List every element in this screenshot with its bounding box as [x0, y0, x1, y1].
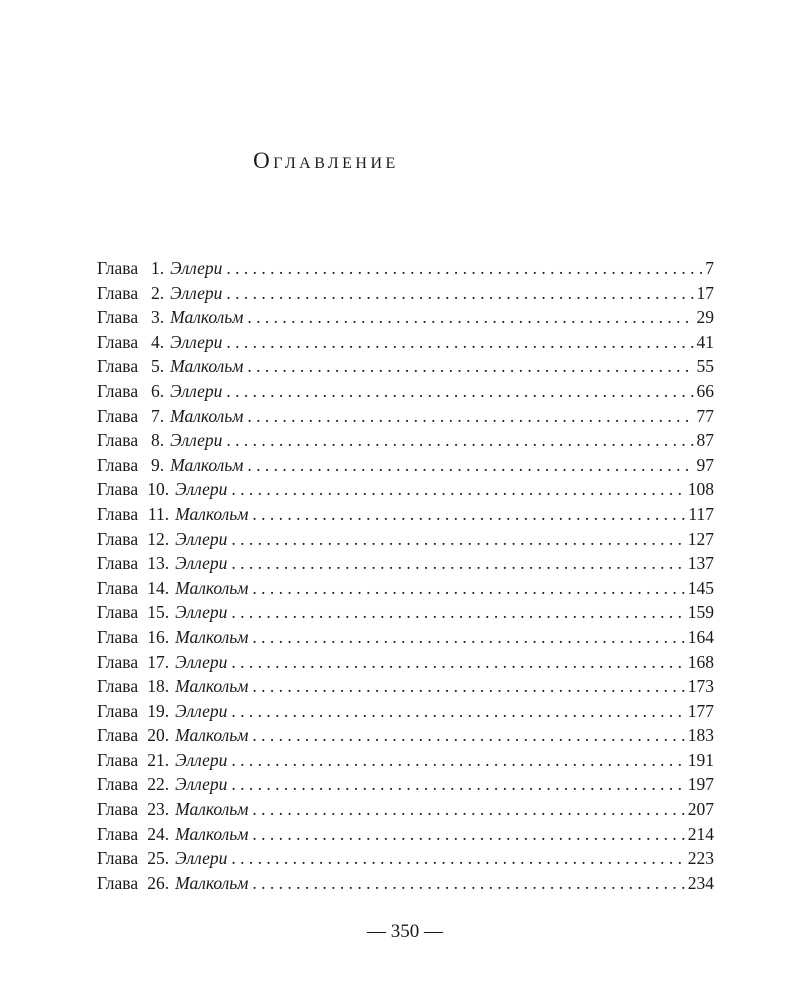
dot-leader	[231, 600, 685, 625]
chapter-title: Эллери	[170, 380, 223, 401]
chapter-label	[97, 551, 170, 576]
chapter-title: Эллери	[175, 528, 228, 549]
chapter-label	[97, 871, 170, 896]
chapter-page-number: 177	[687, 700, 714, 721]
chapter-number: 10.	[147, 479, 170, 500]
chapter-word: Глава	[97, 454, 139, 475]
dot-leader	[231, 477, 685, 502]
chapter-title: Малкольм	[175, 725, 249, 746]
chapter-title: Малкольм	[170, 454, 244, 475]
chapter-title: Малкольм	[175, 799, 249, 820]
dot-leader	[226, 379, 694, 404]
chapter-number: 9.	[150, 454, 165, 475]
chapter-word: Глава	[97, 700, 139, 721]
chapter-title: Малкольм	[175, 823, 249, 844]
dot-leader	[231, 650, 685, 675]
toc-entry	[97, 846, 714, 871]
chapter-label	[97, 576, 170, 601]
chapter-word: Глава	[97, 553, 139, 574]
dot-leader	[231, 748, 685, 773]
chapter-label	[97, 527, 170, 552]
chapter-word: Глава	[97, 577, 139, 598]
toc-entry	[97, 674, 714, 699]
dot-leader	[247, 453, 694, 478]
chapter-title: Эллери	[170, 282, 223, 303]
chapter-label	[97, 723, 170, 748]
chapter-number: 25.	[147, 848, 170, 869]
chapter-number: 4.	[150, 331, 165, 352]
chapter-label	[97, 748, 170, 773]
chapter-page-number: 183	[687, 725, 714, 746]
chapter-page-number: 168	[687, 651, 714, 672]
chapter-word: Глава	[97, 626, 139, 647]
chapter-title: Эллери	[170, 258, 223, 278]
chapter-title: Эллери	[170, 331, 223, 352]
toc-entry	[97, 527, 714, 552]
dot-leader	[226, 256, 703, 281]
chapter-number: 22.	[147, 774, 170, 795]
chapter-label	[97, 600, 170, 625]
dot-leader	[231, 527, 685, 552]
chapter-title: Эллери	[175, 479, 228, 500]
dot-leader	[231, 551, 685, 576]
chapter-word: Глава	[97, 676, 139, 697]
chapter-label	[97, 281, 165, 306]
chapter-word: Глава	[97, 479, 139, 500]
chapter-number: 14.	[147, 577, 170, 598]
chapter-number: 2.	[150, 282, 165, 303]
chapter-word: Глава	[97, 651, 139, 672]
chapter-word: Глава	[97, 749, 139, 770]
chapter-label	[97, 477, 170, 502]
chapter-label	[97, 330, 165, 355]
chapter-page-number: 127	[687, 528, 714, 549]
chapter-page-number: 29	[696, 307, 714, 328]
toc-entry	[97, 305, 714, 330]
chapter-page-number: 207	[687, 799, 714, 820]
chapter-word: Глава	[97, 282, 139, 303]
chapter-word: Глава	[97, 503, 139, 524]
chapter-label	[97, 699, 170, 724]
toc-entry	[97, 379, 714, 404]
toc-entry	[97, 625, 714, 650]
toc-entry	[97, 576, 714, 601]
chapter-number: 1.	[150, 258, 165, 278]
toc-entry	[97, 871, 714, 896]
chapter-label	[97, 625, 170, 650]
chapter-page-number: 41	[696, 331, 714, 352]
dot-leader	[247, 404, 694, 429]
toc-entry	[97, 428, 714, 453]
toc-entry	[97, 453, 714, 478]
chapter-page-number: 55	[696, 356, 714, 377]
chapter-number: 16.	[147, 626, 170, 647]
chapter-number: 12.	[147, 528, 170, 549]
chapter-number: 24.	[147, 823, 170, 844]
chapter-title: Малкольм	[175, 577, 249, 598]
dot-leader	[252, 871, 685, 896]
dot-leader	[226, 281, 694, 306]
dot-leader	[252, 797, 685, 822]
chapter-page-number: 197	[687, 774, 714, 795]
chapter-title: Малкольм	[170, 405, 244, 426]
chapter-label	[97, 428, 165, 453]
table-of-contents	[97, 256, 714, 895]
chapter-label	[97, 822, 170, 847]
chapter-page-number: 234	[687, 872, 714, 893]
chapter-title: Малкольм	[170, 307, 244, 328]
chapter-label	[97, 256, 165, 281]
dot-leader	[231, 772, 685, 797]
chapter-number: 15.	[147, 602, 170, 623]
chapter-title: Эллери	[175, 651, 228, 672]
chapter-label	[97, 674, 170, 699]
chapter-page-number: 17	[696, 282, 714, 303]
chapter-title: Эллери	[170, 430, 223, 451]
chapter-word: Глава	[97, 356, 139, 377]
chapter-number: 23.	[147, 799, 170, 820]
chapter-page-number: 87	[696, 430, 714, 451]
toc-entry	[97, 256, 714, 281]
chapter-word: Глава	[97, 307, 139, 328]
chapter-word: Глава	[97, 430, 139, 451]
chapter-number: 6.	[150, 380, 165, 401]
toc-entry	[97, 822, 714, 847]
chapter-number: 7.	[150, 405, 165, 426]
chapter-page-number: 137	[687, 553, 714, 574]
chapter-page-number: 173	[687, 676, 714, 697]
page-title: Оглавление	[253, 148, 399, 173]
toc-entry	[97, 723, 714, 748]
chapter-page-number: 159	[687, 602, 714, 623]
chapter-title: Эллери	[175, 749, 228, 770]
chapter-title: Малкольм	[175, 626, 249, 647]
chapter-title: Эллери	[175, 602, 228, 623]
toc-entry	[97, 502, 714, 527]
toc-entry	[97, 650, 714, 675]
chapter-label	[97, 502, 170, 527]
chapter-number: 17.	[147, 651, 170, 672]
toc-entry	[97, 600, 714, 625]
chapter-title: Малкольм	[175, 872, 249, 893]
chapter-page-number: 145	[687, 577, 714, 598]
chapter-title: Эллери	[175, 553, 228, 574]
chapter-word: Глава	[97, 774, 139, 795]
chapter-number: 3.	[150, 307, 165, 328]
chapter-label	[97, 772, 170, 797]
chapter-title: Эллери	[175, 848, 228, 869]
chapter-label	[97, 379, 165, 404]
dot-leader	[226, 428, 694, 453]
chapter-title: Эллери	[175, 700, 228, 721]
toc-entry	[97, 699, 714, 724]
toc-entry	[97, 477, 714, 502]
dot-leader	[252, 723, 685, 748]
chapter-title: Малкольм	[170, 356, 244, 377]
dot-leader	[226, 330, 694, 355]
dot-leader	[252, 822, 685, 847]
dot-leader	[231, 699, 685, 724]
chapter-number: 13.	[147, 553, 170, 574]
chapter-label	[97, 846, 170, 871]
chapter-page-number: 117	[688, 503, 714, 524]
toc-entry	[97, 404, 714, 429]
chapter-page-number: 77	[696, 405, 714, 426]
dot-leader	[252, 674, 685, 699]
toc-entry	[97, 330, 714, 355]
toc-entry	[97, 797, 714, 822]
chapter-word: Глава	[97, 602, 139, 623]
chapter-page-number: 108	[687, 479, 714, 500]
chapter-word: Глава	[97, 331, 139, 352]
toc-entry	[97, 748, 714, 773]
chapter-number: 21.	[147, 749, 170, 770]
chapter-number: 11.	[147, 503, 170, 524]
chapter-page-number: 66	[696, 380, 714, 401]
page-number: — 350 —	[367, 921, 443, 942]
chapter-number: 8.	[150, 430, 165, 451]
chapter-label	[97, 797, 170, 822]
chapter-number: 20.	[147, 725, 170, 746]
chapter-word: Глава	[97, 799, 139, 820]
chapter-page-number: 7	[705, 258, 714, 278]
toc-entry	[97, 354, 714, 379]
chapter-number: 18.	[147, 676, 170, 697]
chapter-page-number: 97	[696, 454, 714, 475]
chapter-title: Малкольм	[175, 503, 249, 524]
chapter-number: 26.	[147, 872, 170, 893]
chapter-word: Глава	[97, 380, 139, 401]
chapter-page-number: 164	[687, 626, 714, 647]
chapter-page-number: 191	[687, 749, 714, 770]
chapter-page-number: 223	[687, 848, 714, 869]
toc-entry	[97, 551, 714, 576]
dot-leader	[252, 502, 686, 527]
toc-entry	[97, 772, 714, 797]
chapter-label	[97, 305, 165, 330]
dot-leader	[252, 576, 685, 601]
dot-leader	[247, 354, 694, 379]
chapter-title: Эллери	[175, 774, 228, 795]
chapter-word: Глава	[97, 872, 139, 893]
chapter-word: Глава	[97, 405, 139, 426]
chapter-word: Глава	[97, 848, 139, 869]
chapter-number: 5.	[150, 356, 165, 377]
chapter-label	[97, 404, 165, 429]
chapter-page-number: 214	[687, 823, 714, 844]
chapter-title: Малкольм	[175, 676, 249, 697]
chapter-word: Глава	[97, 258, 139, 278]
dot-leader	[247, 305, 694, 330]
chapter-word: Глава	[97, 725, 139, 746]
chapter-label	[97, 650, 170, 675]
toc-entry	[97, 281, 714, 306]
dot-leader	[252, 625, 685, 650]
chapter-label	[97, 453, 165, 478]
dot-leader	[231, 846, 685, 871]
chapter-word: Глава	[97, 823, 139, 844]
chapter-number: 19.	[147, 700, 170, 721]
chapter-word: Глава	[97, 528, 139, 549]
chapter-label	[97, 354, 165, 379]
